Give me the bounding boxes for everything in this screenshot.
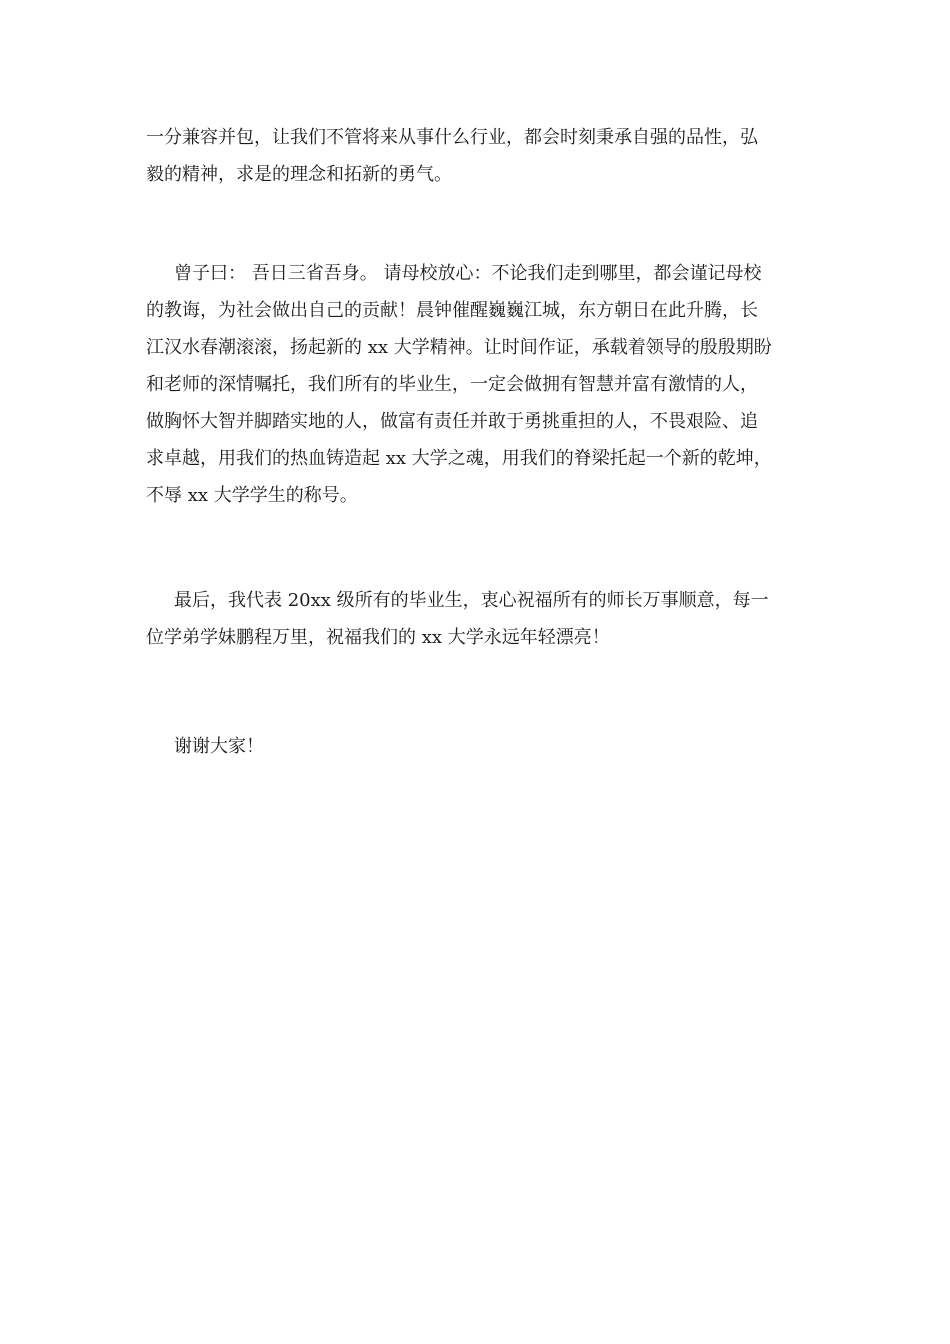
- text-line: 一分兼容并包，让我们不管将来从事什么行业，都会时刻秉承自强的品性，弘: [146, 127, 758, 148]
- text-line: 位学弟学妹鹏程万里，祝福我们的 xx 大学永远年轻漂亮！: [146, 627, 610, 648]
- text-line: 的教诲，为社会做出自己的贡献！晨钟催醒巍巍江城，东方朝日在此升腾，长: [146, 300, 758, 321]
- text-line: 江汉水春潮滚滚，扬起新的 xx 大学精神。让时间作证，承载着领导的殷殷期盼: [146, 337, 772, 358]
- text-line: 最后，我代表 20xx 级所有的毕业生，衷心祝福所有的师长万事顺意，每一: [174, 590, 769, 611]
- text-line: 求卓越，用我们的热血铸造起 xx 大学之魂，用我们的脊梁托起一个新的乾坤，: [146, 448, 772, 469]
- paragraph-closing-wishes: [146, 582, 806, 656]
- text-line: 不辱 xx 大学学生的称号。: [146, 485, 358, 506]
- text-line: 曾子曰： 吾日三省吾身。 请母校放心：不论我们走到哪里，都会谨记母校: [174, 263, 762, 284]
- paragraph-continuation: [146, 119, 806, 193]
- text-line: 和老师的深情嘱托，我们所有的毕业生，一定会做拥有智慧并富有激情的人，: [146, 374, 758, 395]
- text-line: 毅的精神，求是的理念和拓新的勇气。: [146, 164, 452, 185]
- paragraph-zengzi-quote: [146, 255, 806, 514]
- text-line: 做胸怀大智并脚踏实地的人，做富有责任并敢于勇挑重担的人，不畏艰险、追: [146, 411, 758, 432]
- paragraph-thanks: [146, 728, 806, 765]
- text-line: 谢谢大家！: [174, 736, 264, 757]
